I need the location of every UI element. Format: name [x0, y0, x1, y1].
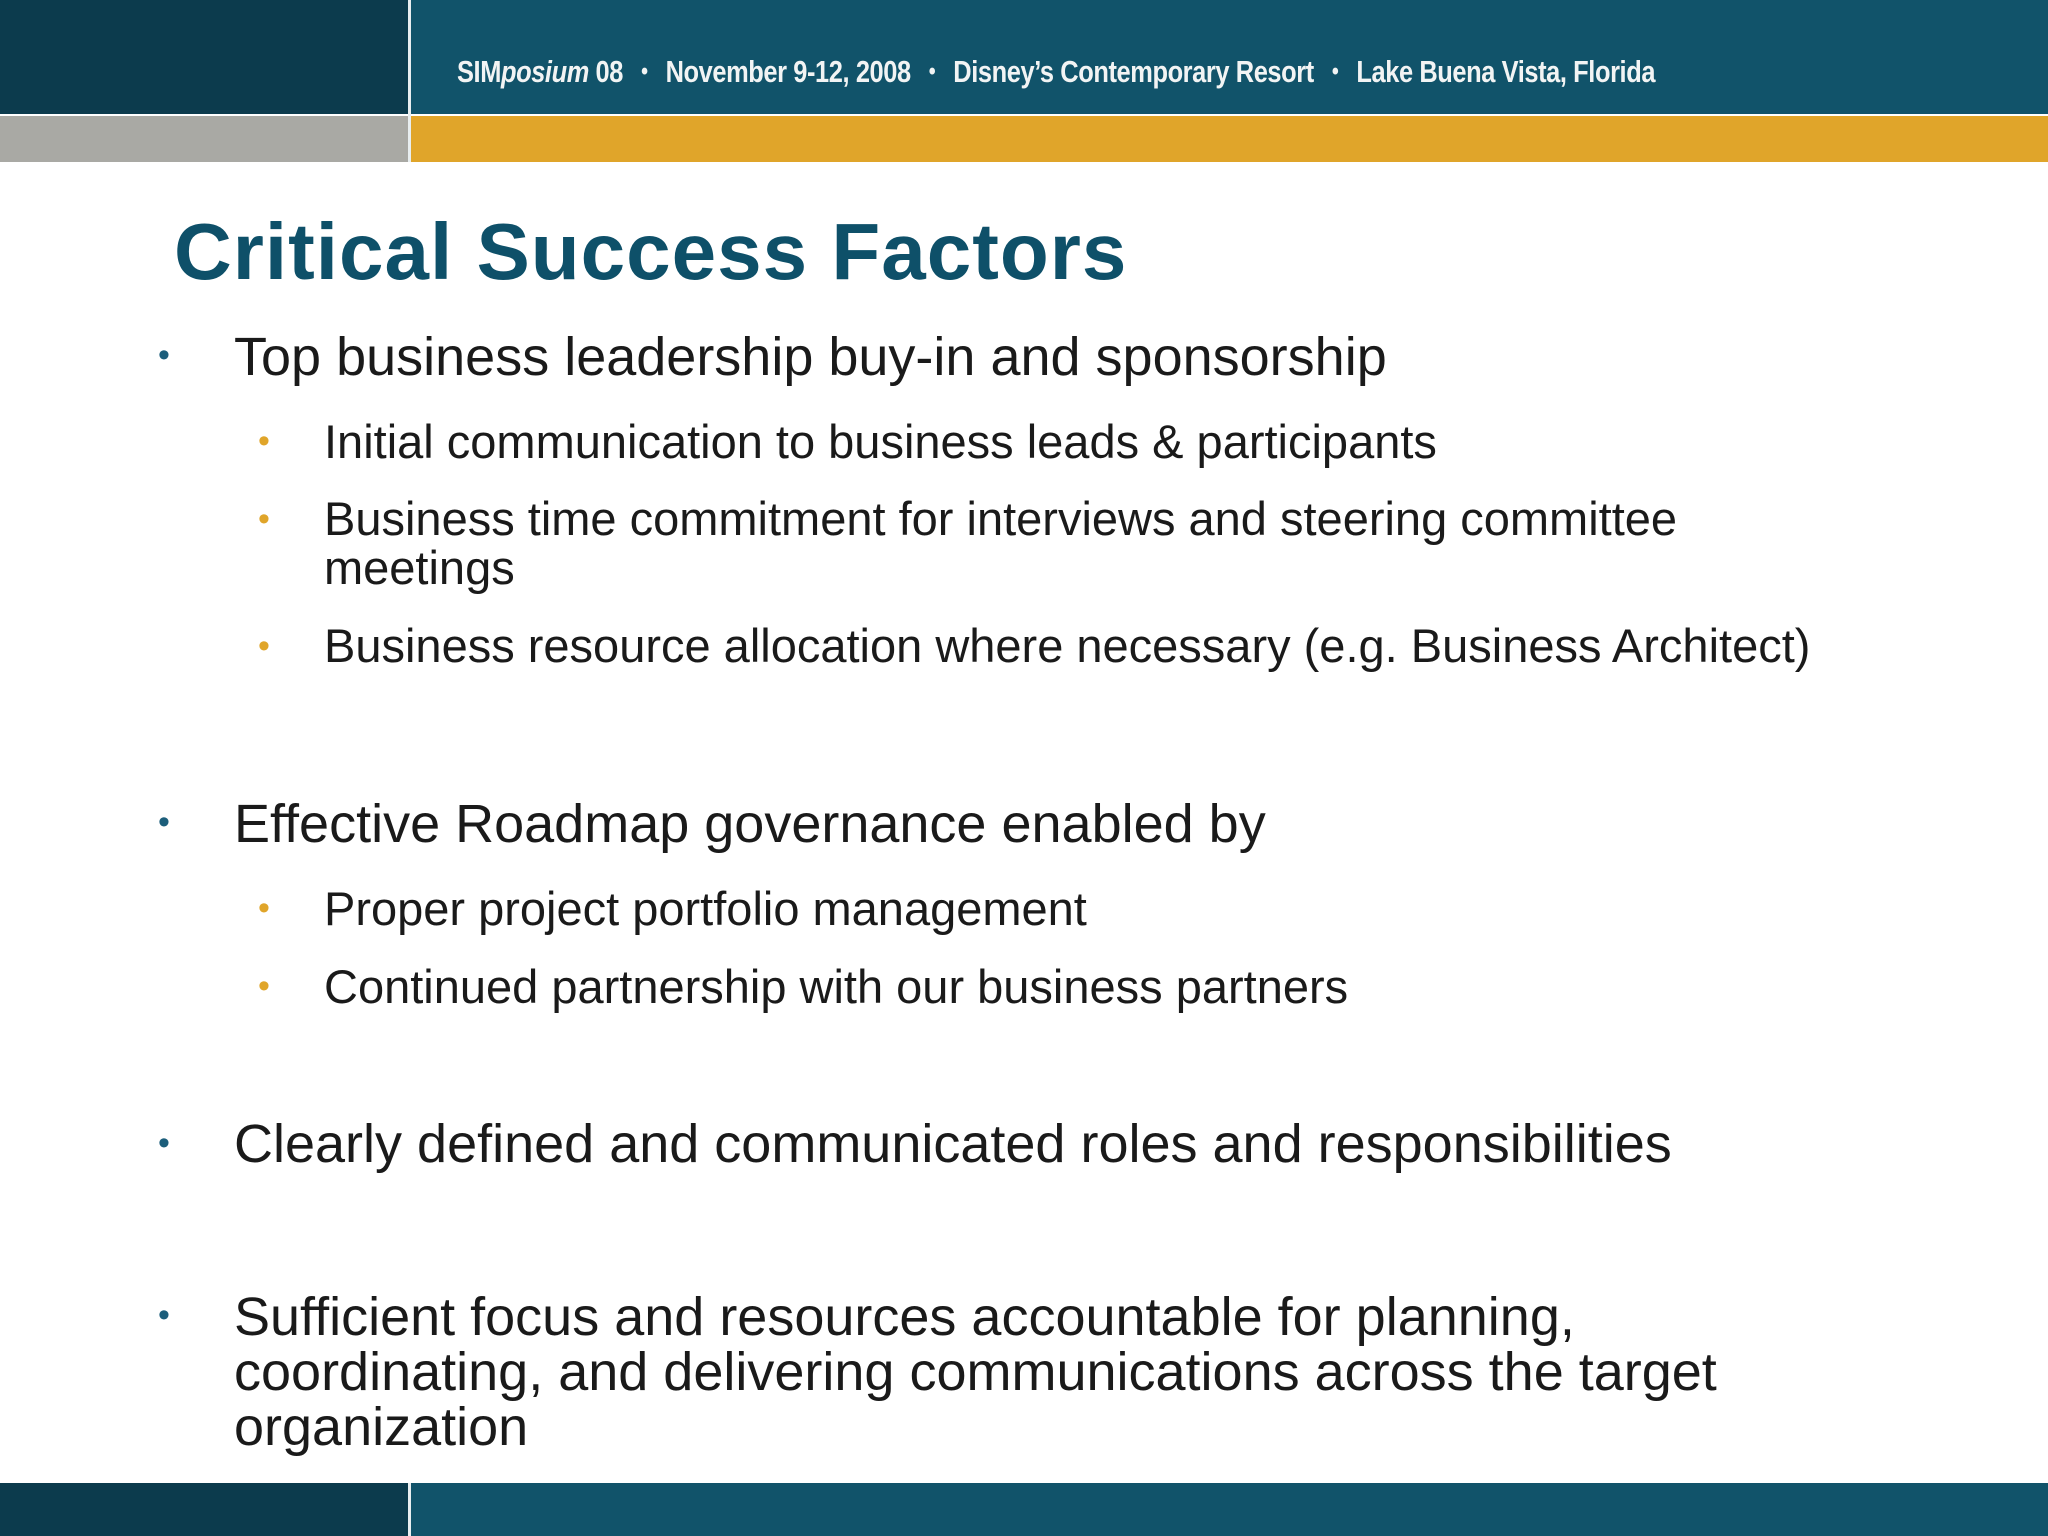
bullet-marker: •	[158, 1296, 170, 1334]
event-location: Lake Buena Vista, Florida	[1356, 54, 1656, 89]
event-banner-text	[457, 50, 1655, 94]
sub-bullet-marker: •	[258, 889, 270, 927]
sub-bullet-marker: •	[258, 422, 270, 460]
bullet-marker: •	[158, 803, 170, 841]
header-divider	[408, 0, 411, 162]
slide-title: Critical Success Factors	[174, 207, 1128, 296]
footer-left-block	[0, 1483, 408, 1536]
footer-banner	[411, 1483, 2048, 1536]
bullet-item: Clearly defined and communicated roles and responsibilities	[234, 1114, 1672, 1174]
sub-bullet-item: Initial communication to business leads & participants	[324, 415, 1437, 468]
bullet-marker: •	[158, 336, 170, 374]
sub-bullet-marker: •	[258, 500, 270, 538]
sub-bullet-item: Proper project portfolio management	[324, 882, 1087, 935]
event-venue: Disney’s Contemporary Resort	[953, 54, 1314, 89]
header-stripe-gold	[411, 116, 2048, 162]
bullet-item: Top business leadership buy-in and sponsorship	[234, 327, 1387, 387]
sub-bullet-marker: •	[258, 967, 270, 1005]
event-name-italic: posium	[500, 54, 589, 89]
banner-separator: •	[928, 58, 936, 85]
sub-bullet-marker: •	[258, 627, 270, 665]
sub-bullet-item: Business time commitment for interviews and steering committee meetings	[324, 492, 1678, 594]
event-date: November 9-12, 2008	[665, 54, 911, 89]
event-name	[457, 54, 623, 90]
banner-separator: •	[641, 58, 648, 85]
bullet-marker: •	[158, 1124, 170, 1162]
sub-bullet-item: Continued partnership with our business partners	[324, 960, 1349, 1013]
bullet-item: Effective Roadmap governance enabled by	[234, 794, 1266, 854]
banner-separator: •	[1331, 58, 1339, 85]
header-left-block	[0, 0, 408, 114]
event-name-suffix: 08	[588, 54, 624, 89]
event-name-prefix: SIM	[457, 54, 501, 89]
header-stripe-gray	[0, 116, 408, 162]
sub-bullet-item: Business resource allocation where necessary (e.g. Business Architect)	[324, 619, 1811, 672]
bullet-item: Sufficient focus and resources accountable for planning, coordinating, and delivering communications across the target organization	[234, 1287, 1717, 1457]
